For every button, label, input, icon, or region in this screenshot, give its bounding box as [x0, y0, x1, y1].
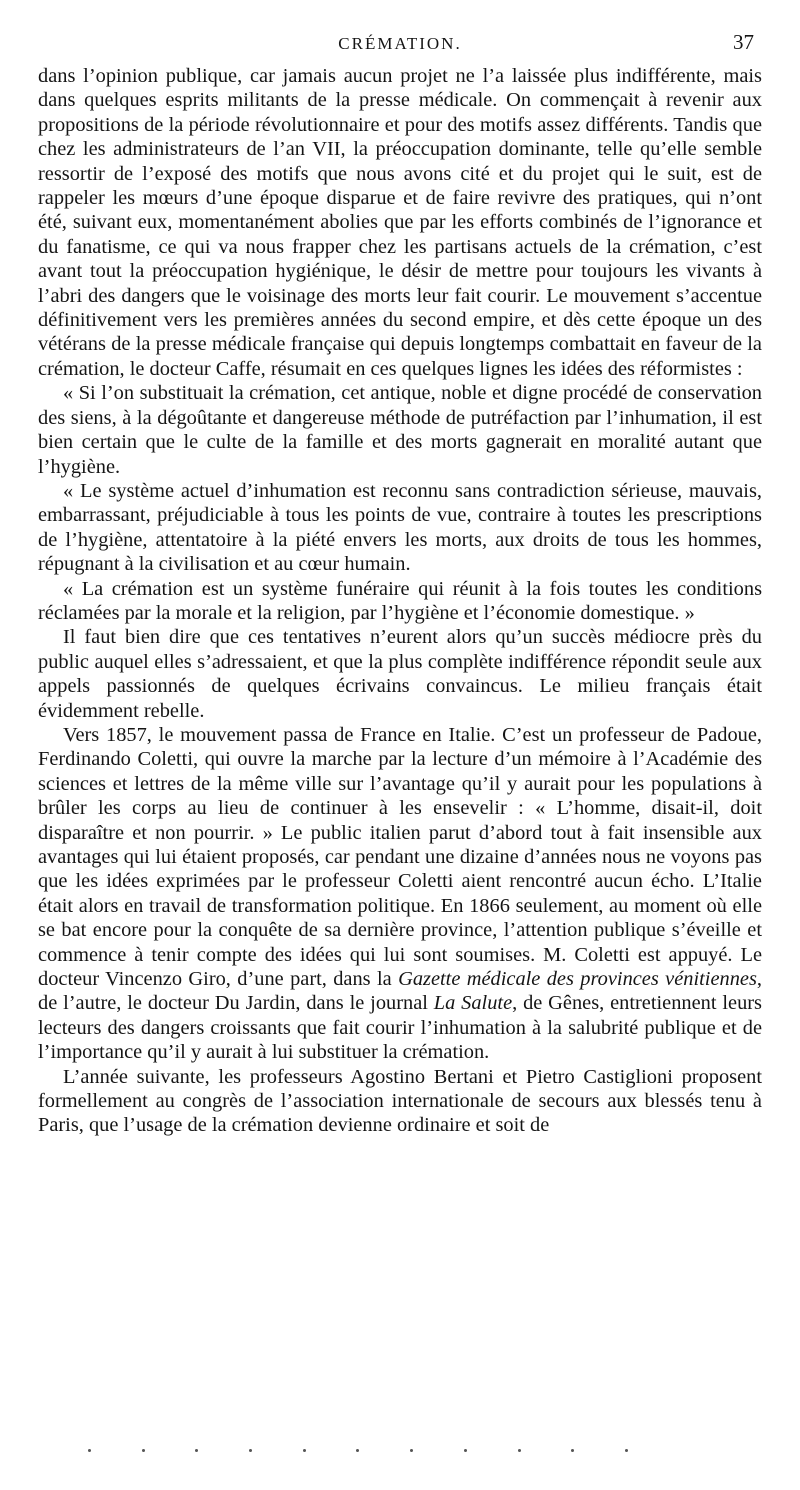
text-run: « Le système actuel d’inhumation est reconnu sans contradiction sérieuse, mauvais, embarrassant, préjudiciable à tous les points de vue, contraire à toutes les prescriptions de l’hygiène, attentatoire à la piété envers les morts, aux droits de tous les hommes, répugnant à la civilisation et au cœur humain. [38, 479, 762, 576]
paragraph [38, 577, 762, 626]
running-title: CRÉMATION. [338, 34, 462, 53]
text-run: Il faut bien dire que ces tentatives n’eurent alors qu’un succès médiocre près du public auquel elles s’adressaient, et que la plus complète indifférence répondit seule aux appels passionnés de quelques écrivains convaincus. Le milieu français était évidemment rebelle. [38, 626, 762, 722]
italic-title: Gazette médicale des provinces vénitiennes [398, 968, 757, 991]
text-run: , de l’autre, le docteur Du Jardin, dans le journal [38, 968, 762, 1015]
paragraph [38, 381, 762, 479]
footer-dot-rule [88, 1440, 628, 1460]
text-run: , de Gênes, entretiennent leurs lecteurs des dangers croissants que fait courir l’inhumation à la salubrité publique et de l’importance qu’il y aurait à lui substituer la crémation. [38, 992, 762, 1064]
text-run: dans l’opinion publique, car jamais aucun projet ne l’a laissée plus indifférente, mais dans quelques esprits militants de la presse médicale. On commençait à revenir aux propositions de la période révolutionnaire et pour des motifs assez différents. Tandis que chez les administrateurs de l’an VII, la préoccupation dominante, telle qu’elle semble ressortir de l’exposé des motifs que nous avons cité et du projet qui le suit, est de rappeler les mœurs d’une époque disparue et de faire revivre des pratiques, qui n’ont été, suivant eux, momentanément abolies que par les efforts combinés de l’ignorance et du fanatisme, ce qui va nous frapper chez les partisans actuels de la crémation, c’est avant tout la préoccupation hygiénique, le désir de mettre pour toujours les vivants à l’abri des dangers que le voisinage des morts leur fait courir. Le mouvement s’accentue définitivement vers les premières années du second empire, et dès cette époque un des vétérans de la presse médicale française qui depuis longtemps combattait en faveur de la crémation, le docteur Caffe, résumait en ces quelques lignes les idées des réformistes : [38, 65, 762, 380]
paragraph [38, 479, 762, 577]
page-number: 37 [733, 30, 754, 54]
paragraph [38, 1065, 762, 1138]
page-header [38, 28, 762, 58]
body-text [38, 64, 762, 1138]
text-run: « La crémation est un système funéraire qui réunit à la fois toutes les conditions réclamées par la morale et la religion, par l’hygiène et l’économie domestique. » [38, 577, 762, 624]
paragraph [38, 723, 762, 1065]
text-run: L’année suivante, les professeurs Agostino Bertani et Pietro Castiglioni proposent formellement au congrès de l’association internationale de secours aux blessés tenu à Paris, que l’usage de la crémation devienne ordinaire et soit de [38, 1065, 762, 1137]
paragraph [38, 625, 762, 723]
text-run: « Si l’on substituait la crémation, cet antique, noble et digne procédé de conservation des siens, à la dégoûtante et dangereuse méthode de putréfaction par l’inhumation, il est bien certain que le culte de la famille et des morts gagnerait en moralité autant que l’hygiène. [38, 382, 762, 478]
paragraph [38, 64, 762, 381]
text-run: Vers 1857, le mouvement passa de France en Italie. C’est un professeur de Padoue, Ferdinando Coletti, qui ouvre la marche par la lecture d’un mémoire à l’Académie des sciences et lettres de la même ville sur l’avantage qu’il y aurait pour les populations à brûler les corps au lieu de continuer à les ensevelir : « L’homme, disait-il, doit disparaître et non pourrir. » Le public italien parut d’abord tout à fait insensible aux avantages qui lui étaient proposés, car pendant une dizaine d’années nous ne voyons pas que les idées exprimées par le professeur Coletti aient rencontré aucun écho. L’Italie était alors en travail de transformation politique. En 1866 seulement, au moment où elle se bat encore pour la conquête de sa dernière province, l’attention publique s’éveille et commence à tenir compte des idées qui lui sont soumises. M. Coletti est appuyé. Le docteur Vincenzo Giro, d’une part, dans la [38, 723, 762, 991]
italic-title: La Salute [433, 992, 513, 1015]
